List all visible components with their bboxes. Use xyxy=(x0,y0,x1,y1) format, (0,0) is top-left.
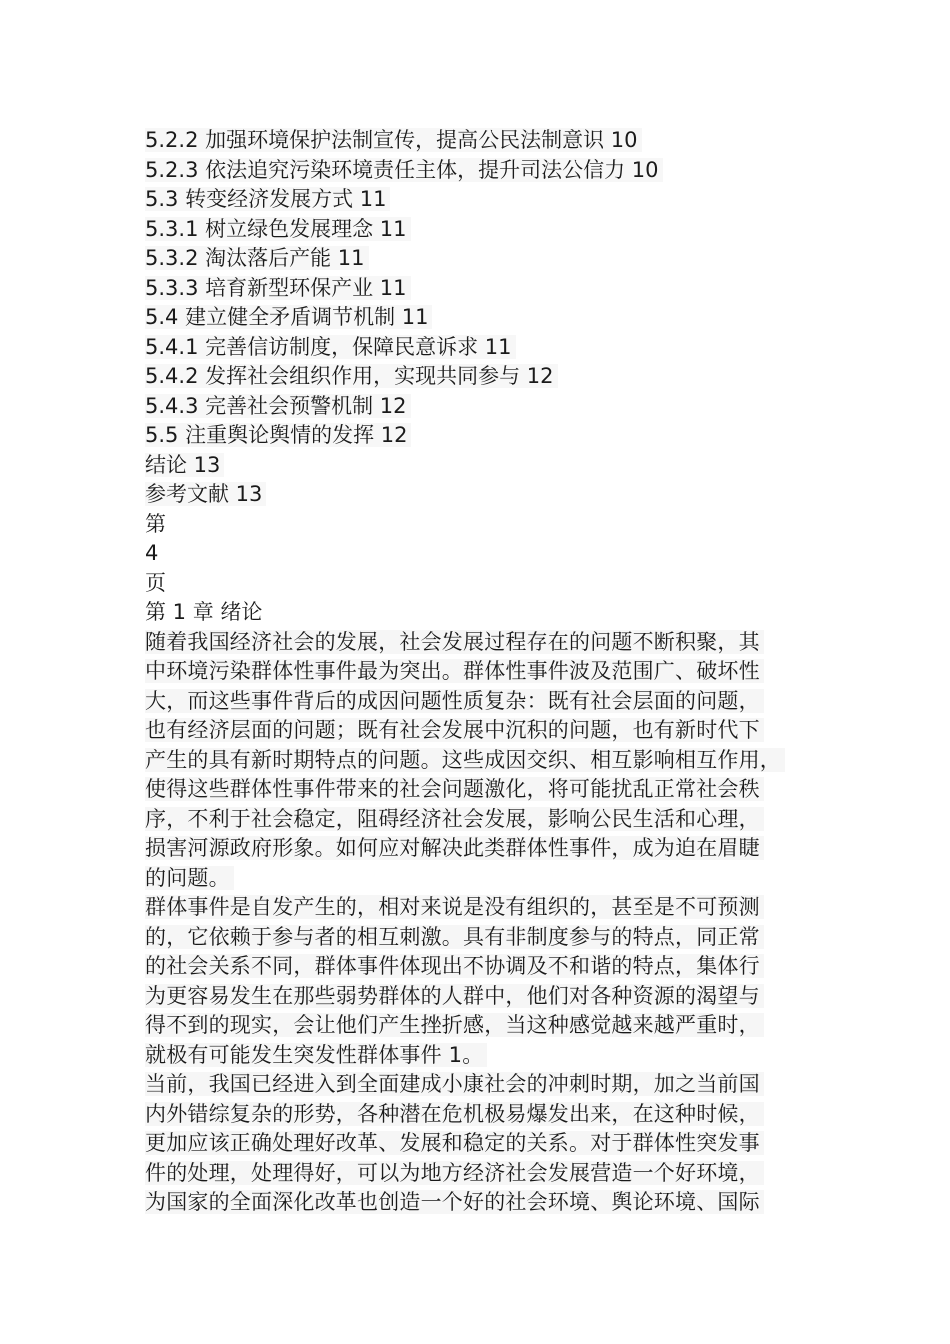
body-paragraph xyxy=(145,1070,815,1218)
toc-item[interactable]: 5.2.3 依法追究污染环境责任主体，提升司法公信力 10 xyxy=(145,156,815,186)
paragraph-line: 群体事件是自发产生的，相对来说是没有组织的，甚至是不可预测 xyxy=(145,893,815,923)
paragraph-line: 为更容易发生在那些弱势群体的人群中，他们对各种资源的渴望与 xyxy=(145,982,815,1012)
toc-item[interactable]: 5.3.2 淘汰落后产能 11 xyxy=(145,244,815,274)
page-marker-number: 4 xyxy=(145,541,159,565)
paragraph-line: 当前，我国已经进入到全面建成小康社会的冲刺时期，加之当前国 xyxy=(145,1070,815,1100)
toc-item[interactable]: 参考文献 13 xyxy=(145,480,815,510)
page-marker-prefix: 第 xyxy=(145,511,166,536)
paragraph-line: 件的处理，处理得好，可以为地方经济社会发展营造一个好环境， xyxy=(145,1159,815,1189)
body-paragraph xyxy=(145,628,815,894)
toc-item[interactable]: 5.3.3 培育新型环保产业 11 xyxy=(145,274,815,304)
toc-item[interactable]: 5.5 注重舆论舆情的发挥 12 xyxy=(145,421,815,451)
toc-item[interactable]: 5.4.2 发挥社会组织作用，实现共同参与 12 xyxy=(145,362,815,392)
paragraph-line: 的社会关系不同，群体事件体现出不协调及不和谐的特点，集体行 xyxy=(145,952,815,982)
paragraph-line: 大，而这些事件背后的成因问题性质复杂：既有社会层面的问题， xyxy=(145,687,815,717)
toc-item[interactable]: 5.4 建立健全矛盾调节机制 11 xyxy=(145,303,815,333)
toc-item[interactable]: 5.2.2 加强环境保护法制宣传，提高公民法制意识 10 xyxy=(145,126,815,156)
paragraph-line: 更加应该正确处理好改革、发展和稳定的关系。对于群体性突发事 xyxy=(145,1129,815,1159)
toc-item[interactable]: 5.3 转变经济发展方式 11 xyxy=(145,185,815,215)
paragraph-line: 内外错综复杂的形势，各种潜在危机极易爆发出来，在这种时候， xyxy=(145,1100,815,1130)
body-paragraph xyxy=(145,893,815,1070)
paragraph-line: 序，不利于社会稳定，阻碍经济社会发展，影响公民生活和心理， xyxy=(145,805,815,835)
paragraph-line: 使得这些群体性事件带来的社会问题激化，将可能扰乱正常社会秩 xyxy=(145,775,815,805)
chapter-title: 第 1 章 绪论 xyxy=(145,600,263,624)
toc-item[interactable]: 5.3.1 树立绿色发展理念 11 xyxy=(145,215,815,245)
paragraph-line: 的，它依赖于参与者的相互刺激。具有非制度参与的特点，同正常 xyxy=(145,923,815,953)
page-marker-suffix: 页 xyxy=(145,570,166,595)
paragraph-line: 也有经济层面的问题；既有社会发展中沉积的问题，也有新时代下 xyxy=(145,716,815,746)
paragraph-line: 为国家的全面深化改革也创造一个好的社会环境、舆论环境、国际 xyxy=(145,1188,815,1218)
toc-item[interactable]: 结论 13 xyxy=(145,451,815,481)
paragraph-line: 损害河源政府形象。如何应对解决此类群体性事件，成为迫在眉睫 xyxy=(145,834,815,864)
paragraph-line: 中环境污染群体性事件最为突出。群体性事件波及范围广、破坏性 xyxy=(145,657,815,687)
paragraph-line: 随着我国经济社会的发展，社会发展过程存在的问题不断积聚，其 xyxy=(145,628,815,658)
page-number-marker xyxy=(145,510,815,599)
document-page xyxy=(145,126,815,1218)
paragraph-line: 产生的具有新时期特点的问题。这些成因交织、相互影响相互作用， xyxy=(145,746,815,776)
table-of-contents xyxy=(145,126,815,510)
paragraph-line: 的问题。 xyxy=(145,864,815,894)
toc-item[interactable]: 5.4.3 完善社会预警机制 12 xyxy=(145,392,815,422)
toc-item[interactable]: 5.4.1 完善信访制度，保障民意诉求 11 xyxy=(145,333,815,363)
paragraph-line: 得不到的现实，会让他们产生挫折感，当这种感觉越来越严重时， xyxy=(145,1011,815,1041)
paragraph-line: 就极有可能发生突发性群体事件 1。 xyxy=(145,1041,815,1071)
